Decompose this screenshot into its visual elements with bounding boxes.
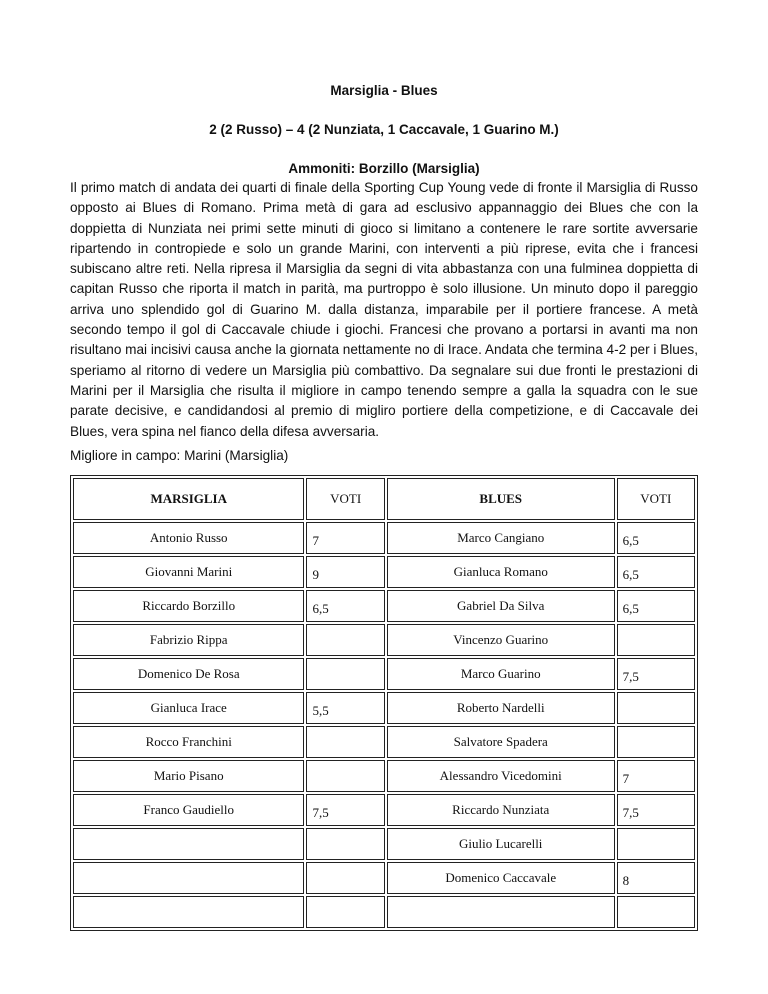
- best-player: Migliore in campo: Marini (Marsiglia): [70, 448, 289, 463]
- table-row: [73, 624, 695, 656]
- a-player-vote: 7,5: [306, 794, 384, 826]
- a-player-name: Rocco Franchini: [73, 726, 304, 758]
- a-player-name: Riccardo Borzillo: [73, 590, 304, 622]
- table-row: [73, 828, 695, 860]
- a-player-vote: [306, 828, 384, 860]
- table-row: [73, 692, 695, 724]
- match-report: Il primo match di andata dei quarti di finale della Sporting Cup Young vede di fronte il Marsiglia di Russo opposto ai Blues di Romano. Prima metà di gara ad esclusivo appannaggio dei Blues che con la doppietta di Nunziata nei primi sette minuti di gioco si limitano a contenere le rare sortite avversarie ripartendo in contropiede e solo un grande Marini, con interventi a più riprese, evita che i francesi subiscano altre reti. Nella ripresa il Marsiglia da segni di vita abbastanza con una fulminea doppietta di capitan Russo che riporta il match in parità, ma purtroppo è solo illusione. Un minuto dopo il pareggio arriva uno splendido gol di Guarino M. dalla distanza, imparabile per il portiere francese. A metà secondo tempo il gol di Caccavale chiude i giochi. Francesi che provano a portarsi in avanti ma non risultano mai incisivi causa anche la giornata nettamente no di Irace. Andata che termina 4-2 per i Blues, speriamo al ritorno di vedere un Marsiglia più combattivo. Da segnalare sui due fronti le prestazioni di Marini per il Marsiglia che risulta il migliore in campo tenendo sempre a galla la squadra con le sue parate decisive, e candidandosi al premio di migliro portiere della competizione, e di Caccavale dei Blues, vera spina nel fianco della difesa avversaria.: [70, 180, 698, 439]
- b-player-vote: [617, 726, 695, 758]
- table-row: [73, 760, 695, 792]
- a-player-vote: [306, 862, 384, 894]
- a-player-name: [73, 862, 304, 894]
- a-player-name: [73, 896, 304, 928]
- table-row: [73, 794, 695, 826]
- a-player-name: Antonio Russo: [73, 522, 304, 554]
- a-player-vote: 6,5: [306, 590, 384, 622]
- b-player-name: Salvatore Spadera: [387, 726, 615, 758]
- a-player-vote: [306, 658, 384, 690]
- b-player-name: Vincenzo Guarino: [387, 624, 615, 656]
- b-player-vote: [617, 624, 695, 656]
- a-player-name: Gianluca Irace: [73, 692, 304, 724]
- b-player-vote: 7: [617, 760, 695, 792]
- b-player-name: Gianluca Romano: [387, 556, 615, 588]
- b-player-vote: 7,5: [617, 794, 695, 826]
- table-row: [73, 896, 695, 928]
- a-player-vote: 7: [306, 522, 384, 554]
- votes-table: [70, 475, 698, 931]
- a-player-vote: [306, 760, 384, 792]
- b-player-name: Alessandro Vicedomini: [387, 760, 615, 792]
- team-b-header: BLUES: [387, 478, 615, 520]
- b-player-name: Roberto Nardelli: [387, 692, 615, 724]
- a-player-vote: [306, 726, 384, 758]
- a-player-vote: [306, 896, 384, 928]
- votes-header-a: VOTI: [306, 478, 384, 520]
- table-row: [73, 556, 695, 588]
- b-player-name: Marco Cangiano: [387, 522, 615, 554]
- b-player-name: Marco Guarino: [387, 658, 615, 690]
- b-player-vote: 6,5: [617, 522, 695, 554]
- a-player-name: Mario Pisano: [73, 760, 304, 792]
- b-player-vote: 6,5: [617, 590, 695, 622]
- b-player-vote: [617, 896, 695, 928]
- booked-players: Ammoniti: Borzillo (Marsiglia): [288, 161, 480, 176]
- b-player-vote: 6,5: [617, 556, 695, 588]
- b-player-vote: [617, 692, 695, 724]
- a-player-vote: [306, 624, 384, 656]
- table-row: [73, 658, 695, 690]
- b-player-name: Riccardo Nunziata: [387, 794, 615, 826]
- a-player-name: Franco Gaudiello: [73, 794, 304, 826]
- team-a-header: MARSIGLIA: [73, 478, 304, 520]
- match-score: 2 (2 Russo) – 4 (2 Nunziata, 1 Caccavale, 1 Guarino M.): [209, 122, 559, 137]
- votes-header-b: VOTI: [617, 478, 695, 520]
- table-row: [73, 522, 695, 554]
- b-player-vote: 8: [617, 862, 695, 894]
- a-player-name: Fabrizio Rippa: [73, 624, 304, 656]
- b-player-vote: 7,5: [617, 658, 695, 690]
- table-header-row: [73, 478, 695, 520]
- a-player-vote: 5,5: [306, 692, 384, 724]
- a-player-name: Giovanni Marini: [73, 556, 304, 588]
- a-player-vote: 9: [306, 556, 384, 588]
- a-player-name: [73, 828, 304, 860]
- table-row: [73, 590, 695, 622]
- a-player-name: Domenico De Rosa: [73, 658, 304, 690]
- b-player-name: [387, 896, 615, 928]
- table-row: [73, 862, 695, 894]
- b-player-name: Gabriel Da Silva: [387, 590, 615, 622]
- match-title: Marsiglia - Blues: [330, 83, 438, 98]
- table-row: [73, 726, 695, 758]
- b-player-name: Giulio Lucarelli: [387, 828, 615, 860]
- b-player-name: Domenico Caccavale: [387, 862, 615, 894]
- b-player-vote: [617, 828, 695, 860]
